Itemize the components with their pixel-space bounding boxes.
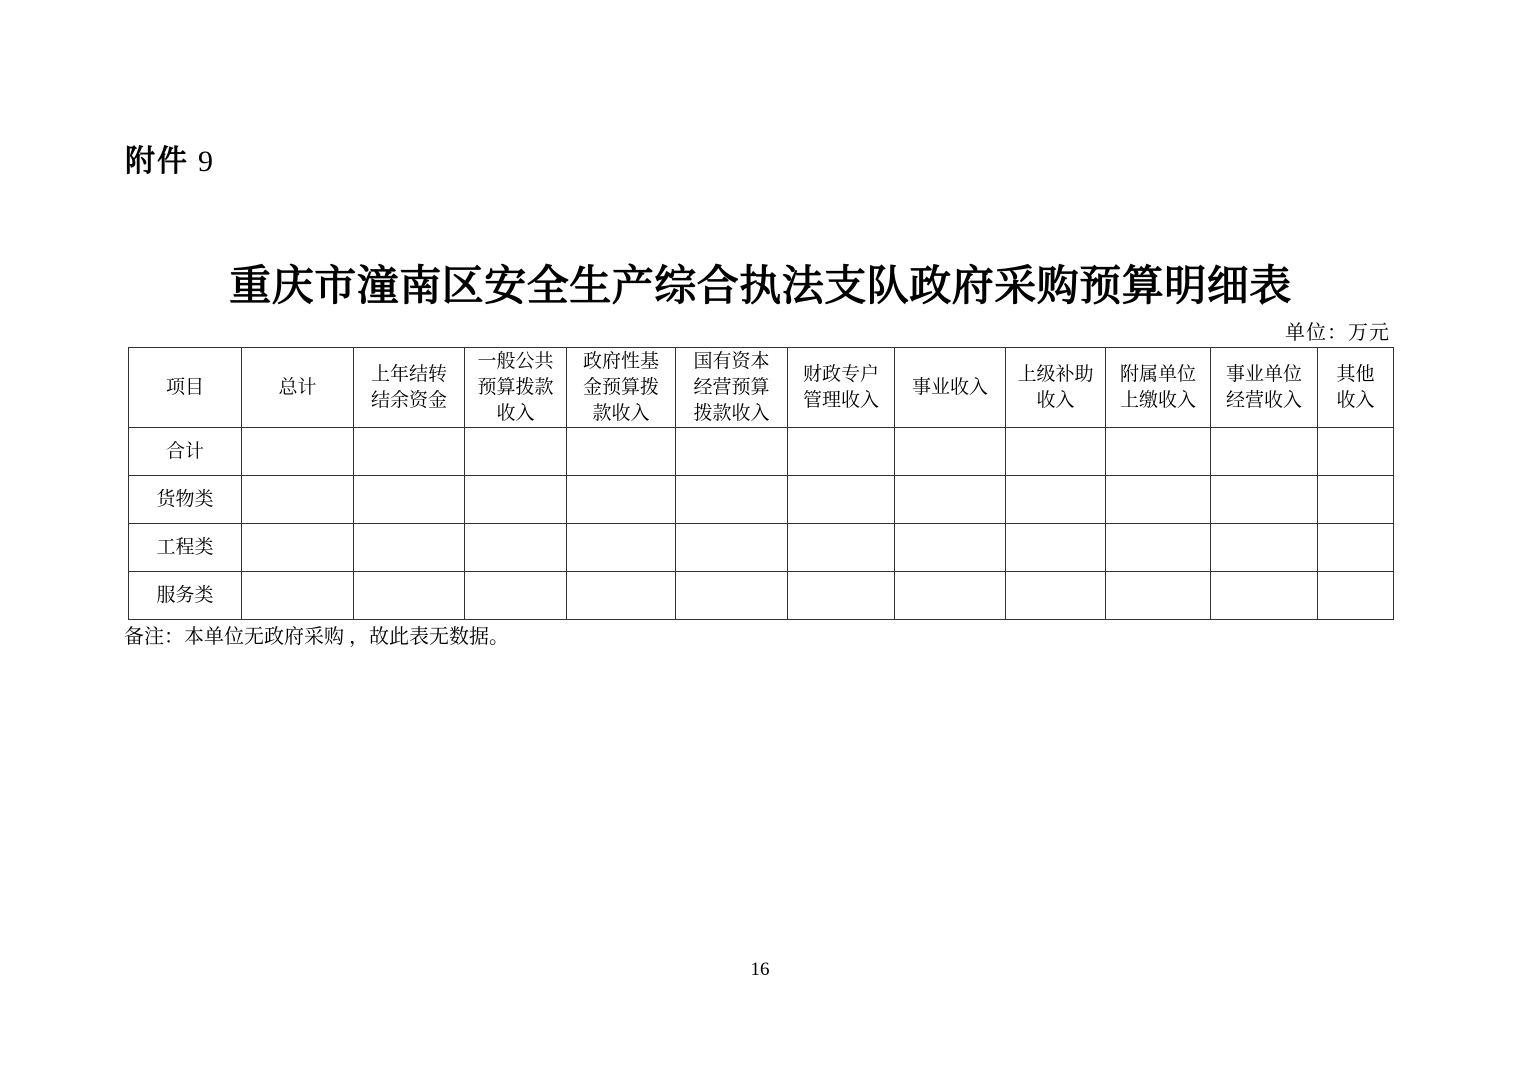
data-cell <box>676 524 788 572</box>
attachment-label <box>125 136 213 180</box>
data-cell <box>895 428 1006 476</box>
row-label-total: 合计 <box>129 428 242 476</box>
table-row-engineering <box>129 524 1394 572</box>
col-header-fiscal-special-account-income: 财政专户管理收入 <box>788 348 895 428</box>
unit-label: 单位：万元 <box>1285 322 1390 344</box>
data-cell <box>354 428 465 476</box>
attachment-number: 9 <box>198 145 213 178</box>
data-cell <box>1106 524 1211 572</box>
row-label-services: 服务类 <box>129 572 242 620</box>
data-cell <box>465 428 567 476</box>
data-cell <box>1318 428 1394 476</box>
data-cell <box>465 524 567 572</box>
table-row-goods <box>129 476 1394 524</box>
header-row <box>129 348 1394 428</box>
data-cell <box>567 428 676 476</box>
data-cell <box>354 572 465 620</box>
col-header-prior-year-carryover: 上年结转结余资金 <box>354 348 465 428</box>
data-cell <box>242 524 354 572</box>
page-number: 16 <box>750 959 770 980</box>
col-header-affiliated-unit-remitted-income: 附属单位上缴收入 <box>1106 348 1211 428</box>
data-cell <box>1211 524 1318 572</box>
table-row-total <box>129 428 1394 476</box>
data-cell <box>788 476 895 524</box>
row-label-goods: 货物类 <box>129 476 242 524</box>
procurement-budget-table <box>128 347 1394 620</box>
data-cell <box>676 476 788 524</box>
data-cell <box>465 476 567 524</box>
data-cell <box>1318 524 1394 572</box>
table-row-services <box>129 572 1394 620</box>
data-cell <box>1318 572 1394 620</box>
data-cell <box>567 524 676 572</box>
col-header-item: 项目 <box>129 348 242 428</box>
data-cell <box>1106 476 1211 524</box>
data-cell <box>1318 476 1394 524</box>
data-cell <box>788 524 895 572</box>
col-header-superior-subsidy-income: 上级补助收入 <box>1006 348 1106 428</box>
data-cell <box>465 572 567 620</box>
data-cell <box>567 572 676 620</box>
col-header-total: 总计 <box>242 348 354 428</box>
data-cell <box>895 572 1006 620</box>
data-cell <box>1211 428 1318 476</box>
data-cell <box>895 524 1006 572</box>
data-cell <box>1211 476 1318 524</box>
data-cell <box>1006 476 1106 524</box>
row-label-engineering: 工程类 <box>129 524 242 572</box>
data-cell <box>567 476 676 524</box>
col-header-state-capital-budget-income: 国有资本经营预算拨款收入 <box>676 348 788 428</box>
data-cell <box>242 476 354 524</box>
col-header-general-public-budget-income: 一般公共预算拨款收入 <box>465 348 567 428</box>
table-note: 备注：本单位无政府采购 ，故此表无数据。 <box>124 626 509 648</box>
col-header-other-income: 其他收入 <box>1318 348 1394 428</box>
data-cell <box>1106 572 1211 620</box>
data-cell <box>676 572 788 620</box>
data-cell <box>1211 572 1318 620</box>
data-cell <box>895 476 1006 524</box>
data-cell <box>242 572 354 620</box>
col-header-institution-operating-income: 事业单位经营收入 <box>1211 348 1318 428</box>
attachment-text: 附件 <box>125 145 189 178</box>
col-header-institutional-income: 事业收入 <box>895 348 1006 428</box>
document-title: 重庆市潼南区安全生产综合执法支队政府采购预算明细表 <box>229 264 1292 310</box>
data-cell <box>354 524 465 572</box>
data-cell <box>242 428 354 476</box>
col-header-govt-fund-budget-income: 政府性基金预算拨款收入 <box>567 348 676 428</box>
data-cell <box>1006 524 1106 572</box>
data-cell <box>1106 428 1211 476</box>
data-cell <box>1006 428 1106 476</box>
data-cell <box>788 572 895 620</box>
data-cell <box>788 428 895 476</box>
data-cell <box>676 428 788 476</box>
data-cell <box>354 476 465 524</box>
data-cell <box>1006 572 1106 620</box>
